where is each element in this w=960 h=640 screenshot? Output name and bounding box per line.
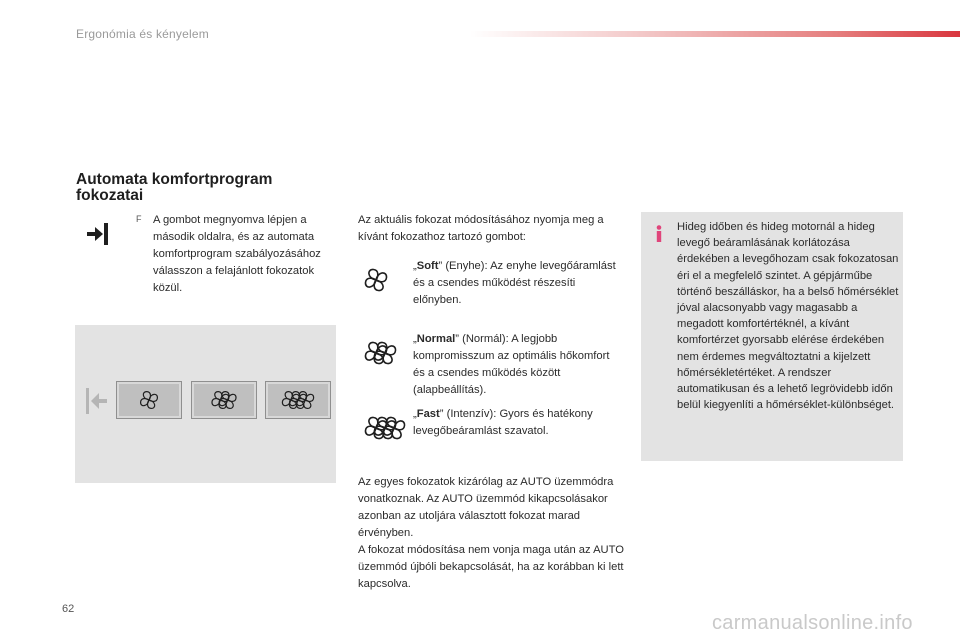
mode-intro-text: Az aktuális fokozat módosításához nyomja meg a kívánt fokozathoz tartozó gombot: xyxy=(358,214,604,243)
mode-soft-text: „Soft” (Enyhe): Az enyhe levegőáramlást és a csendes működést részesíti előnyben. xyxy=(413,260,616,306)
watermark: carmanualsonline.info xyxy=(712,612,913,634)
mode-soft-name: Soft xyxy=(416,260,439,272)
instruction-text: A gombot megnyomva lépjen a második oldalra, és az automata komfortprogram szabályozásához válasszon a felajánlott fokozatok közül. xyxy=(153,214,321,294)
section-title: Automata komfortprogram fokozatai xyxy=(76,171,273,204)
info-box xyxy=(641,212,903,461)
fan-level-2-icon xyxy=(362,339,399,367)
bullet-marker: F xyxy=(136,214,142,224)
mode-fast-text: „Fast” (Intenzív): Gyors és hatékony levegőbeáramlást szavatol. xyxy=(413,408,593,437)
back-arrow-icon xyxy=(83,386,109,416)
panel-button-fast[interactable] xyxy=(265,381,331,419)
chapter-title: Ergonómia és kényelem xyxy=(76,27,209,41)
fan-level-2-icon xyxy=(209,388,239,411)
fan-level-1-icon xyxy=(137,388,160,411)
mode-normal-text: „Normal” (Normál): A legjobb kompromisszum az optimális hőkomfort és a csendes működés között (alapbeállítás). xyxy=(413,333,610,396)
panel-button-soft[interactable] xyxy=(116,381,182,419)
mode-footnote xyxy=(358,474,628,593)
footnote-auto-scope: Az egyes fokozatok kizárólag az AUTO üzemmódra vonatkoznak. Az AUTO üzemmód kikapcsolásakor azonban az utoljára választott fokozat marad érvényben. xyxy=(358,476,614,539)
mode-normal-name: Normal xyxy=(416,333,456,345)
next-page-arrow-icon xyxy=(86,221,110,247)
panel-button-normal[interactable] xyxy=(191,381,257,419)
fan-level-3-icon xyxy=(362,414,408,442)
fan-level-3-icon xyxy=(279,388,317,411)
fan-level-1-icon xyxy=(362,266,390,294)
header-accent-bar xyxy=(470,31,960,37)
control-panel-illustration xyxy=(75,325,336,483)
footnote-auto-reactivation: A fokozat módosítása nem vonja maga után az AUTO üzemmód újbóli bekapcsolását, ha az korábban ki lett kapcsolva. xyxy=(358,544,624,590)
mode-fast-name: Fast xyxy=(416,408,440,420)
info-icon xyxy=(655,225,663,243)
page-number: 62 xyxy=(62,603,75,615)
info-text: Hideg időben és hideg motornál a hideg levegő beáramlásának korlátozása érdekében a levegőhozam csak fokozatosan éri el a megfelelő szintet. A gépjárműbe történő beszálláskor, ha a belső hőmérséklet jóval alacsonyabb vagy magasabb a megadott komfortértéknél, a kívánt komfortérzet gyorsabb elérése érdekében nem érdemes megváltoztatni a kijelzett hőmérsékletértéket. A rendszer automatikusan és a lehető legrövidebb időn belül kiegyenlíti a hőmérséklet-különbséget. xyxy=(677,221,899,412)
